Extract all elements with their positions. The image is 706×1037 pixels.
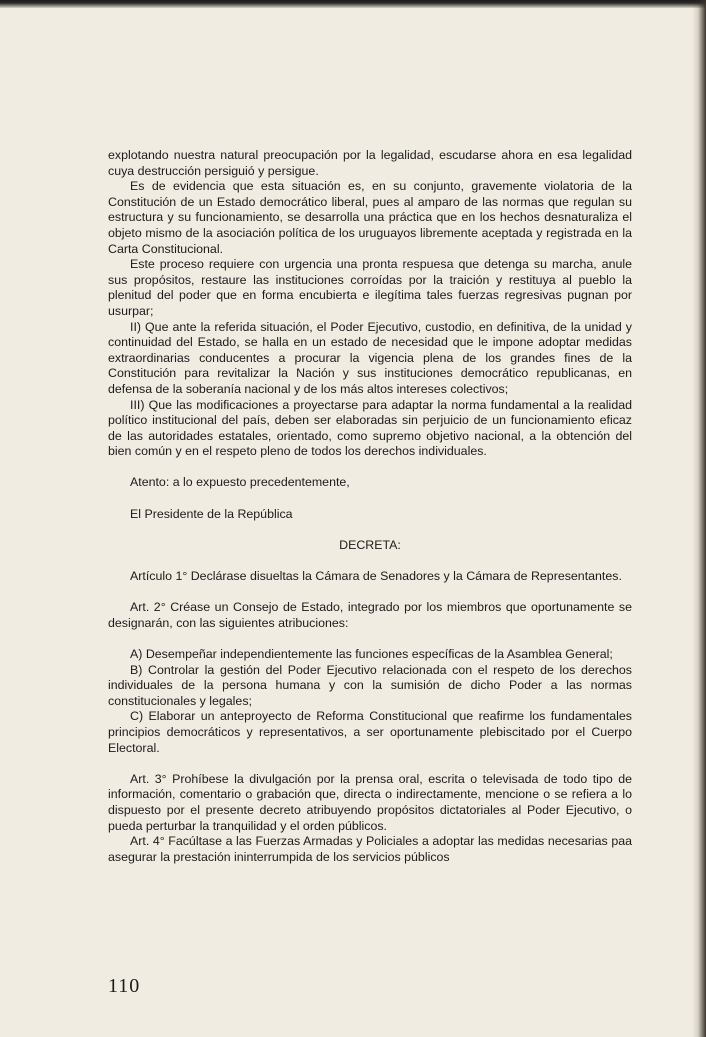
scan-top-edge — [0, 0, 706, 8]
article-2-item-c: C) Elaborar un anteproyecto de Reforma Constitucional que reafirme los fundamentales principios democráticos y representativos, a ser oportunamente plebiscitado por el Cuerpo Electoral. — [108, 709, 632, 755]
paragraph: explotando nuestra natural preocupación por la legalidad, escudarse ahora en esa legalidad cuya destrucción persiguió y persigue. — [108, 148, 632, 178]
decree-heading: DECRETA: — [339, 537, 401, 552]
paragraph: Es de evidencia que esta situación es, en su conjunto, gravemente violatoria de la Constitución de un Estado democrático liberal, pues al amparo de las normas que regulan su estructura y su funcionamiento, se desarrolla una práctica que en los hechos desnaturaliza el objeto mismo de la asociación política de los uruguayos libremente aceptada y registrada en la Carta Constitucional. — [108, 179, 632, 256]
article-2-item-a: A) Desempeñar independientemente las funciones específicas de la Asamblea General; — [130, 647, 613, 661]
article-4: Art. 4° Facúltase a las Fuerzas Armadas y Policiales a adoptar las medidas necesarias paa asegurar la prestación ininterrumpida de los servicios públicos — [108, 834, 632, 864]
article-2: Art. 2° Créase un Consejo de Estado, integrado por los miembros que oportunamente se designarán, con las siguientes atribuciones: — [108, 600, 632, 630]
page-number: 110 — [108, 975, 141, 997]
article-3: Art. 3° Prohíbese la divulgación por la prensa oral, escrita o televisada de todo tipo de información, comentario o grabación que, directa o indirectamente, mencione o se refiera a lo dispuesto por el presente decreto atribuyendo propósitos dictatoriales al Poder Ejecutivo, o pueda perturbar la tranquilidad y el orden públicos. — [108, 771, 632, 833]
scan-right-edge — [692, 0, 706, 1037]
paragraph: El Presidente de la República — [130, 506, 293, 521]
paragraph: II) Que ante la referida situación, el Poder Ejecutivo, custodio, en definitiva, de la unidad y continuidad del Estado, se halla en un estado de necesidad que le impone adoptar medidas extraordinarias conducentes a procurar la vigencia plena de los grandes fines de la Constitución para revitalizar la Nación y sus instituciones democrático republicanas, en defensa de la soberanía nacional y de los más altos intereses colectivos; — [108, 319, 632, 396]
paragraph: III) Que las modificaciones a proyectarse para adaptar la norma fundamental a la realidad político institucional del país, deben ser elaboradas sin perjuicio de un funcionamiento eficaz de las autoridades estatales, orientado, como supremo objetivo nacional, a la obtención del bien común y en el respeto pleno de todos los derechos individuales. — [108, 397, 632, 459]
paragraph: Atento: a lo expuesto precedentemente, — [130, 475, 350, 490]
article-2-item-b: B) Controlar la gestión del Poder Ejecutivo relacionada con el respeto de los derechos individuales de la persona humana y con la sumisión de dicho Poder a las normas constitucionales y legales; — [108, 662, 632, 708]
paragraph: Este proceso requiere con urgencia una pronta respuesa que detenga su marcha, anule sus propósitos, restaure las instituciones corroídas por la traición y restituya al pueblo la plenitud del poder que en forma encubierta e ilegítima tales fuerzas regresivas pugnan por usurpar; — [108, 257, 632, 318]
article-1: Artículo 1° Declárase disueltas la Cámara de Senadores y la Cámara de Representantes. — [130, 569, 622, 584]
document-page — [108, 148, 632, 865]
